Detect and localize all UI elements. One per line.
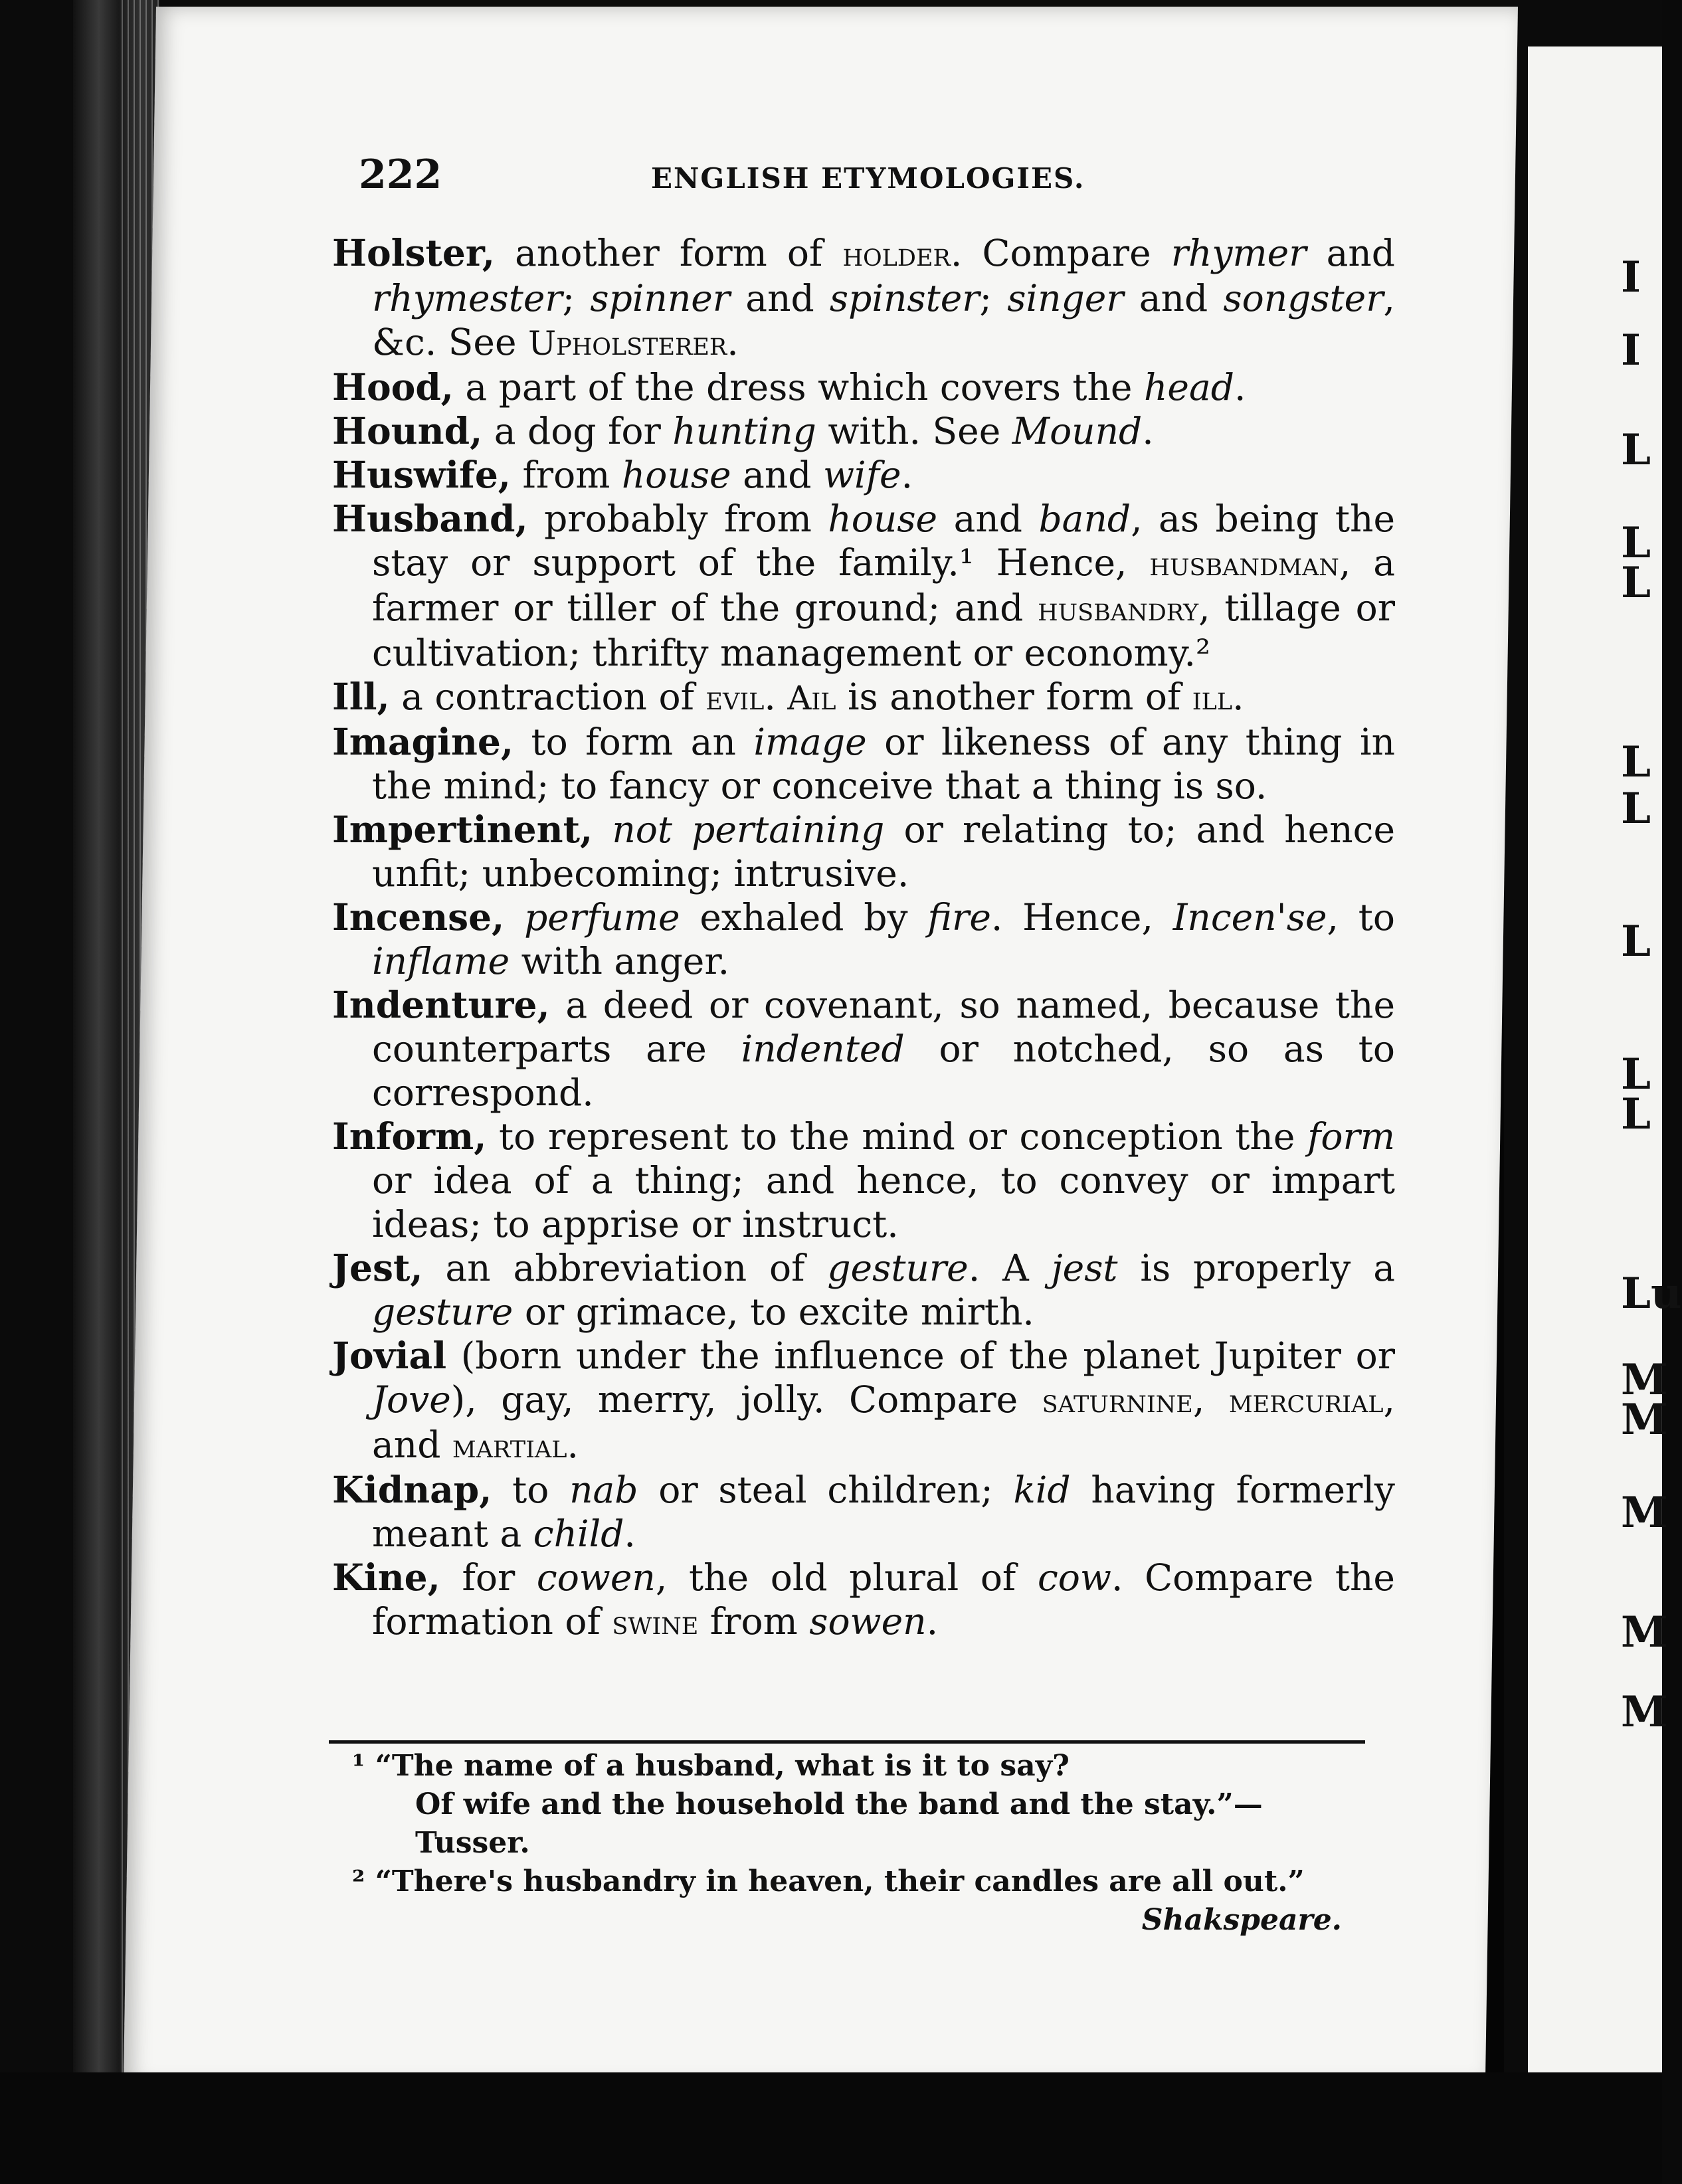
entry-text: with anger. (510, 940, 730, 982)
facing-page-letter: L (1621, 917, 1651, 966)
facing-page-letter: Lu (1621, 1269, 1682, 1319)
entry-text (504, 896, 524, 939)
entry (332, 1246, 1395, 1334)
facing-page-letter: M (1621, 1395, 1668, 1445)
entry-text: from (698, 1600, 810, 1643)
entry-text: image (753, 721, 867, 763)
entry-headword: Kidnap, (332, 1468, 492, 1511)
entry (332, 808, 1395, 895)
entry (332, 453, 1395, 497)
entry (332, 365, 1395, 409)
entry-text: and (731, 454, 823, 496)
footnote-1-line-1: ¹ “The name of a husband, what is it to say? (352, 1749, 1070, 1783)
footnote-2-attribution: Shakspeare. (1141, 1903, 1342, 1937)
entry-headword: Incense, (332, 895, 505, 939)
entry-text: . A (968, 1247, 1052, 1289)
entry-text: Ail (787, 679, 836, 717)
entry-text: gesture (372, 1291, 514, 1333)
entry (332, 1334, 1395, 1468)
entry-text: a part of the dress which covers the (453, 366, 1144, 409)
entry (332, 231, 1395, 365)
entry-text: mercurial (1228, 1382, 1384, 1420)
entry-text: child (533, 1512, 624, 1555)
entry-text: hunting (672, 410, 816, 452)
entry-text: or grimace, to excite mirth. (513, 1291, 1034, 1333)
facing-page-letter: M (1621, 1687, 1668, 1737)
entry-text: to (492, 1469, 570, 1511)
entry-text: inflame (372, 940, 510, 982)
entry-text: , and (372, 1378, 1396, 1466)
entry-text: and (1123, 277, 1224, 319)
footnotes (352, 1747, 1349, 1940)
footnote-2-line-1: ² “There's husbandry in heaven, their candles are all out.” (352, 1865, 1305, 1898)
entry-text: saturnine (1042, 1382, 1193, 1420)
entry-text: husbandry (1038, 590, 1199, 628)
entry-text: having formerly meant a (372, 1469, 1396, 1555)
entry-text: rhymer (1170, 232, 1307, 274)
entry (332, 1115, 1395, 1246)
entry-text: with. See (816, 410, 1012, 452)
entry-text: evil (705, 679, 765, 717)
entry-text: , as being the stay or support of the family.¹ Hence, (372, 498, 1396, 584)
page-number: 222 (359, 151, 442, 198)
entry-text: or likeness of any thing in the mind; to fancy or conceive that a thing is so. (372, 721, 1395, 807)
entry-text: ), gay, merry, jolly. Compare (450, 1378, 1042, 1421)
entry-text (593, 808, 612, 851)
entry-text: nab (569, 1469, 638, 1511)
entry-text: ; (562, 277, 591, 319)
facing-page-letter: M (1621, 1607, 1668, 1657)
facing-page-letter: L (1621, 518, 1651, 568)
entry-text: . (926, 1600, 939, 1643)
entry-text: a dog for (482, 410, 673, 452)
facing-page-letter: I (1621, 252, 1641, 302)
entry-text: husbandman (1149, 545, 1339, 583)
entry-text: , &c. See (372, 277, 1396, 363)
entry-headword: Jovial (332, 1334, 447, 1377)
entry-text: rhymester (372, 277, 563, 319)
entry-headword: Impertinent, (332, 808, 593, 851)
entry-headword: Ill, (332, 675, 390, 718)
entry-text: or notched, so as to correspond. (372, 1028, 1395, 1114)
entry-text: house (621, 454, 731, 496)
entry-headword: Imagine, (332, 720, 514, 763)
entry-text: fire (927, 896, 991, 939)
entry-text: ill (1192, 679, 1233, 717)
entry-text: is properly a (1117, 1247, 1395, 1289)
entry-text: . Compare (950, 232, 1171, 274)
entry-text: form (1307, 1115, 1395, 1158)
entry-text: , to (1327, 896, 1396, 939)
entry-text: swine (612, 1603, 699, 1642)
entry-text: . (764, 676, 788, 718)
entry-text: indented (741, 1028, 905, 1070)
dictionary-entries (332, 231, 1395, 1645)
entry-text: (born under the influence of the planet Jupiter or (446, 1334, 1395, 1377)
entry-text: Mound (1012, 410, 1143, 452)
entry-text: a contraction of (389, 676, 706, 718)
entry (332, 983, 1395, 1115)
entry-text: head (1143, 366, 1234, 409)
entry-headword: Jest, (332, 1246, 423, 1289)
bottom-shadow (0, 2072, 1662, 2184)
entry-text: Upholsterer (528, 324, 727, 363)
entry-headword: Inform, (332, 1115, 487, 1158)
entry-text: and (730, 277, 830, 319)
entry-text: cow (1037, 1556, 1111, 1599)
entry-headword: Holster, (332, 231, 496, 274)
entry-text: , (1192, 1378, 1229, 1421)
entry-text: or relating to; and hence unfit; unbecoming; intrusive. (372, 808, 1396, 895)
entry-text: . (901, 454, 913, 496)
entry-text: . Compare the formation of (372, 1556, 1395, 1643)
footnote-1-line-2: Of wife and the household the band and the stay.”—Tusser. (415, 1787, 1263, 1860)
entry-text: holder (842, 235, 951, 274)
entry-text: house (828, 498, 938, 540)
entry-text: . (1142, 410, 1154, 452)
entry-text: another form of (495, 232, 843, 274)
facing-page-letter: L (1621, 1049, 1651, 1099)
entry-text: . (567, 1423, 579, 1466)
entry-text: or steal children; (638, 1469, 1014, 1511)
entry-text: for (440, 1556, 537, 1599)
entry-text: to form an (514, 721, 754, 763)
entry-headword: Hound, (332, 409, 483, 452)
entry-text: . Hence, (990, 896, 1173, 939)
entry-text: singer (1007, 277, 1124, 319)
entry-headword: Husband, (332, 497, 528, 540)
facing-page-letter: L (1621, 558, 1651, 608)
entry-text: and (937, 498, 1039, 540)
entry-text: a deed or covenant, so named, because the counterparts are (372, 984, 1395, 1070)
entry-text: songster (1223, 277, 1384, 319)
entry-text: sowen (809, 1600, 927, 1643)
entry-text: ; (979, 277, 1008, 319)
entry-text: gesture (827, 1247, 969, 1289)
facing-page-letter: I (1621, 325, 1641, 375)
entry-text: martial (452, 1427, 567, 1465)
entry-text: probably from (527, 498, 828, 540)
entry-text: Incen'se (1172, 896, 1327, 939)
entry-headword: Indenture, (332, 983, 550, 1026)
entry-text: . (1232, 676, 1244, 718)
facing-page-letter: M (1621, 1488, 1668, 1538)
entry-text: or idea of a thing; and hence, to convey or impart ideas; to apprise or instruct. (372, 1159, 1395, 1245)
entry-text: to represent to the mind or conception the (486, 1115, 1308, 1158)
entry-text: wife (822, 454, 901, 496)
entry (332, 409, 1395, 453)
entry-text: jest (1051, 1247, 1118, 1289)
entry-text: and (1306, 232, 1396, 274)
entry-headword: Hood, (332, 365, 454, 409)
entry-text: , tillage or cultivation; thrifty management or economy.² (372, 587, 1395, 674)
entry-text: . (624, 1512, 636, 1555)
entry-text: , a farmer or tiller of the ground; and (372, 541, 1395, 629)
entry-text: an abbreviation of (422, 1247, 828, 1289)
page-header (359, 151, 1408, 198)
footnote-rule (329, 1740, 1365, 1744)
entry-text: , the old plural of (655, 1556, 1038, 1599)
entry (332, 720, 1395, 808)
entry-text: from (510, 454, 622, 496)
facing-page-letter: L (1621, 425, 1651, 475)
entry-text: . (727, 321, 739, 363)
entry (332, 895, 1395, 983)
entry-text: . (1234, 366, 1246, 409)
entry (332, 1468, 1395, 1556)
entry-text: band (1038, 498, 1131, 540)
entry-text: spinner (590, 277, 731, 319)
facing-page-letter: L (1621, 784, 1651, 834)
running-title: ENGLISH ETYMOLOGIES. (651, 162, 1085, 195)
entry (332, 675, 1395, 720)
entry-text: perfume (524, 896, 680, 939)
entry-text: kid (1013, 1469, 1071, 1511)
entry-text: not pertaining (612, 808, 885, 851)
entry (332, 497, 1395, 675)
entry-headword: Kine, (332, 1556, 440, 1599)
entry-text: cowen (536, 1556, 656, 1599)
entry (332, 1556, 1395, 1645)
facing-page-letter: L (1621, 1089, 1651, 1139)
entry-text: exhaled by (680, 896, 928, 939)
entry-text: is another form of (836, 676, 1192, 718)
entry-headword: Huswife, (332, 453, 511, 496)
facing-page-letter: L (1621, 737, 1651, 787)
facing-page-letter: M (1621, 1355, 1668, 1405)
entry-text: spinster (829, 277, 980, 319)
entry-text: Jove (372, 1378, 451, 1421)
